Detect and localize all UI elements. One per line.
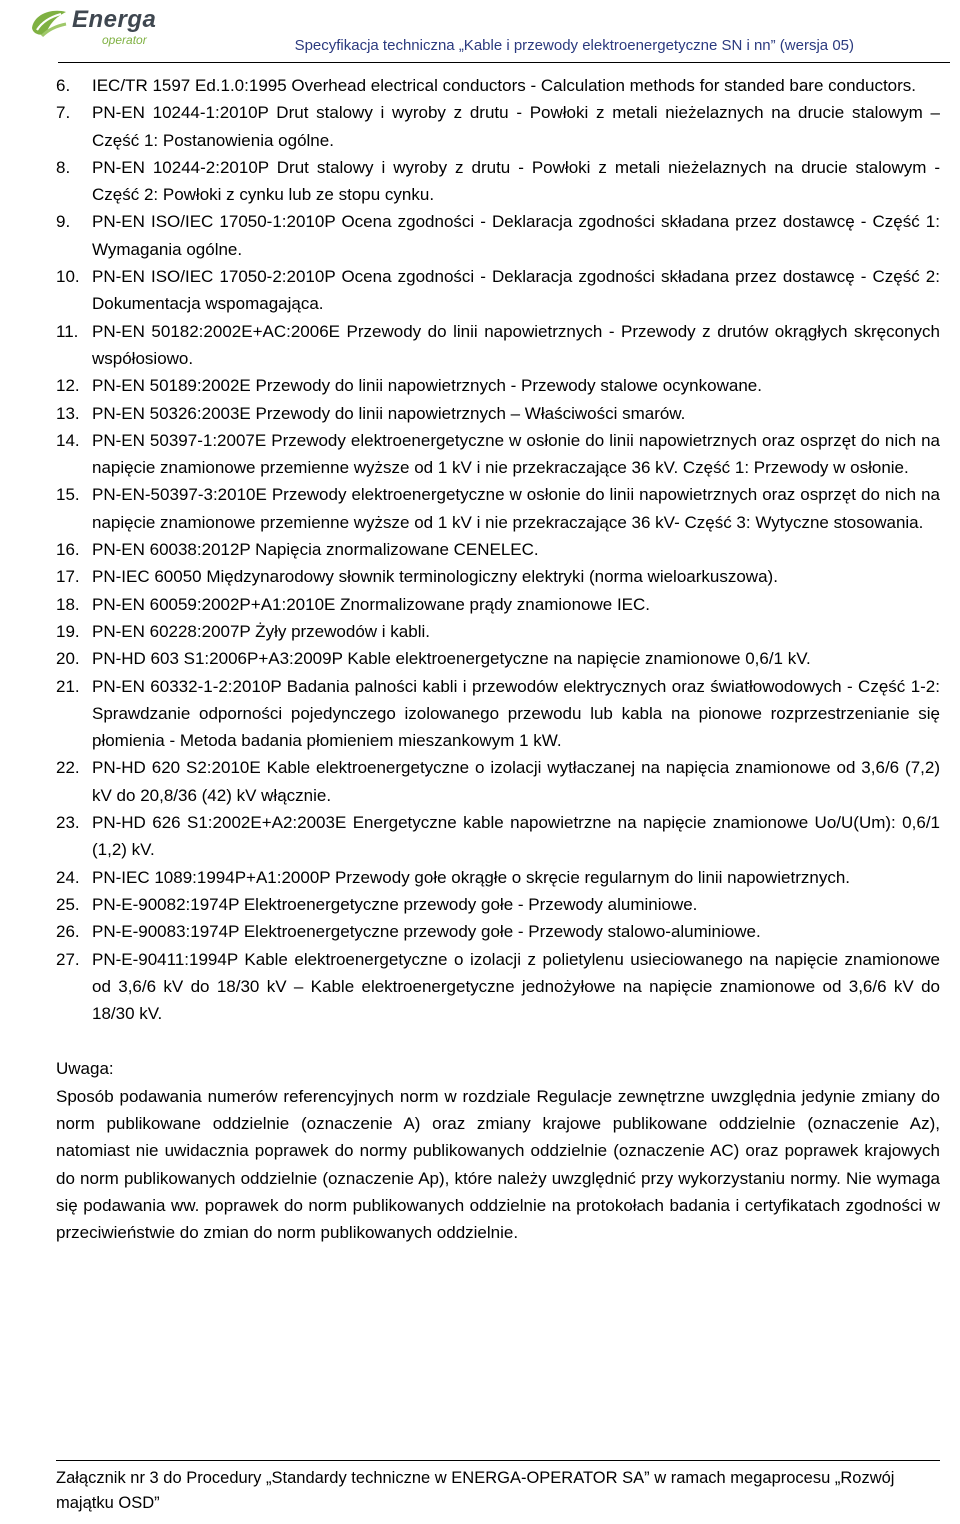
logo-wordmark: Energa [72,6,157,33]
reference-number: 22. [56,758,80,778]
logo-subtitle: operator [102,33,147,47]
reference-item [56,754,940,809]
reference-item [56,809,940,864]
page-footer: Załącznik nr 3 do Procedury „Standardy techniczne w ENERGA-OPERATOR SA” w ramach megaprocesu „Rozwój majątku OSD” [56,1469,895,1512]
reference-item [56,72,940,99]
reference-text: PN-IEC 60050 Międzynarodowy słownik terminologiczny elektryki (norma wieloarkuszowa). [92,567,778,587]
reference-item [56,891,940,918]
reference-number: 23. [56,813,80,833]
reference-number: 6. [56,76,71,95]
reference-number: 21. [56,676,80,696]
page-header [0,0,960,62]
header-divider [58,62,950,63]
reference-number: 11. [56,321,79,341]
reference-number: 18. [56,594,80,614]
note-heading: Uwaga: [56,1059,114,1079]
reference-item [56,400,940,427]
reference-text: PN-EN 60332-1-2:2010P Badania palności kabli i przewodów elektrycznych oraz światłowodowych - Część 1-2: Sprawdzanie odporności pojedynczego izolowanego przewodu lub kabla na pionowe rozprzestrzenianie się płomienia - Metoda badania płomieniem mieszankowym 1 kW. [92,676,940,751]
reference-item [56,481,940,536]
reference-number: 25. [56,894,80,914]
reference-number: 17. [56,567,80,587]
reference-text: PN-EN 50326:2003E Przewody do linii napowietrznych – Właściwości smarów. [92,403,686,423]
reference-number: 9. [56,212,71,232]
reference-number: 8. [56,157,71,177]
reference-number: 7. [56,103,71,123]
reference-item [56,591,940,618]
reference-number: 13. [56,403,80,423]
references-list [56,72,940,1027]
reference-item [56,918,940,945]
reference-number: 12. [56,376,80,396]
reference-number: 19. [56,621,80,641]
reference-text: PN-HD 626 S1:2002E+A2:2003E Energetyczne kable napowietrzne na napięcie znamionowe Uo/U(Um): 0,6/1 (1,2) kV. [92,813,940,860]
reference-number: 27. [56,949,80,969]
reference-text: PN-HD 603 S1:2006P+A3:2009P Kable elektroenergetyczne na napięcie znamionowe 0,6/1 kV. [92,649,811,669]
reference-text: PN-E-90411:1994P Kable elektroenergetyczne o izolacji z polietylenu usieciowanego na napięcie znamionowe od 3,6/6 kV do 18/30 kV – Kable elektroenergetyczne jednożyłowe na napięcie znamionowe od 3,6/6 kV do 18/30 kV. [92,949,940,1024]
reference-text: PN-EN 50189:2002E Przewody do linii napowietrznych - Przewody stalowe ocynkowane. [92,376,762,396]
reference-number: 26. [56,922,80,942]
energa-leaf-icon [28,8,70,40]
reference-item [56,427,940,482]
reference-item [56,563,940,590]
reference-item [56,618,940,645]
reference-text: PN-EN 50397-1:2007E Przewody elektroenergetyczne w osłonie do linii napowietrznych oraz osprzęt do nich na napięcie znamionowe przemienne wyższe od 1 kV i nie przekraczające 36 kV. Część 1: Przewody w osłonie. [92,430,940,478]
reference-text: PN-EN 60228:2007P Żyły przewodów i kabli. [92,621,430,641]
reference-text: PN-EN 60059:2002P+A1:2010E Znormalizowane prądy znamionowe IEC. [92,594,651,614]
document-body [56,72,940,1246]
reference-text: PN-HD 620 S2:2010E Kable elektroenergetyczne o izolacji wytłaczanej na napięcia znamionowe od 3,6/6 (7,2) kV do 20,8/36 (42) kV włącznie. [92,758,940,805]
reference-item [56,318,940,373]
reference-text: PN-EN 10244-2:2010P Drut stalowy i wyroby z drutu - Powłoki z metali nieżelaznych na drucie stalowym - Część 2: Powłoki z cynku lub ze stopu cynku. [92,157,940,205]
reference-text: PN-E-90083:1974P Elektroenergetyczne przewody gołe - Przewody stalowo-aluminiowe. [92,922,761,942]
reference-item [56,372,940,399]
reference-number: 15. [56,485,80,505]
reference-item [56,154,940,209]
reference-item [56,673,940,755]
reference-text: PN-EN ISO/IEC 17050-1:2010P Ocena zgodności - Deklaracja zgodności składana przez dostawcę - Część 1: Wymagania ogólne. [92,212,940,259]
reference-number: 20. [56,649,80,669]
note-text: Sposób podawania numerów referencyjnych norm w rozdziale Regulacje zewnętrzne uwzględnia jedynie zmiany do norm publikowane oddzielnie (oznaczenie A) oraz zmiany krajowe publikowane oddzielnie (oznaczenie Az), natomiast nie uwidacznia poprawek do normy publikowanych oddzielnie (oznaczenie AC) oraz poprawek krajowych do norm publikowanych oddzielnie (oznaczenie Ap), które należy uwzględnić przy wykorzystaniu normy. Nie wymaga się podawania ww. poprawek do norm publikowanych oddzielnie na protokołach badania i certyfikatach zgodności w przeciwieństwie do zmian do norm publikowanych oddzielnie. [56,1086,940,1243]
reference-item [56,864,940,891]
reference-text: PN-EN ISO/IEC 17050-2:2010P Ocena zgodności - Deklaracja zgodności składana przez dostawcę - Część 2: Dokumentacja wspomagająca. [92,267,940,314]
reference-item [56,645,940,672]
reference-item [56,99,940,154]
energa-operator-logo [28,6,168,46]
reference-item [56,946,940,1028]
reference-item [56,536,940,563]
reference-number: 16. [56,540,80,560]
reference-text: PN-E-90082:1974P Elektroenergetyczne przewody gołe - Przewody aluminiowe. [92,894,698,914]
reference-number: 24. [56,867,80,887]
reference-item [56,263,940,318]
reference-text: PN-IEC 1089:1994P+A1:2000P Przewody gołe okrągłe o skręcie regularnym do linii napowietrznych. [92,867,851,887]
document-title: Specyfikacja techniczna „Kable i przewody elektroenergetyczne SN i nn” (wersja 05) [294,37,854,54]
reference-text: PN-EN 10244-1:2010P Drut stalowy i wyroby z drutu - Powłoki z metali nieżelaznych na drucie stalowym – Część 1: Postanowienia ogólne. [92,103,940,150]
reference-text: IEC/TR 1597 Ed.1.0:1995 Overhead electrical conductors - Calculation methods for standed bare conductors. [92,76,917,95]
footer-divider [56,1460,940,1461]
note-section [56,1055,940,1246]
reference-number: 10. [56,267,80,287]
reference-item [56,208,940,263]
reference-number: 14. [56,430,80,450]
reference-text: PN-EN 60038:2012P Napięcia znormalizowane CENELEC. [92,540,539,560]
reference-text: PN-EN 50182:2002E+AC:2006E Przewody do linii napowietrznych - Przewody z drutów okrągłych skręconych współosiowo. [92,321,940,368]
reference-text: PN-EN-50397-3:2010E Przewody elektroenergetyczne w osłonie do linii napowietrznych oraz osprzęt do nich na napięcie znamionowe przemienne wyższe od 1 kV i nie przekraczające 36 kV- Część 3: Wytyczne stosowania. [92,485,940,532]
